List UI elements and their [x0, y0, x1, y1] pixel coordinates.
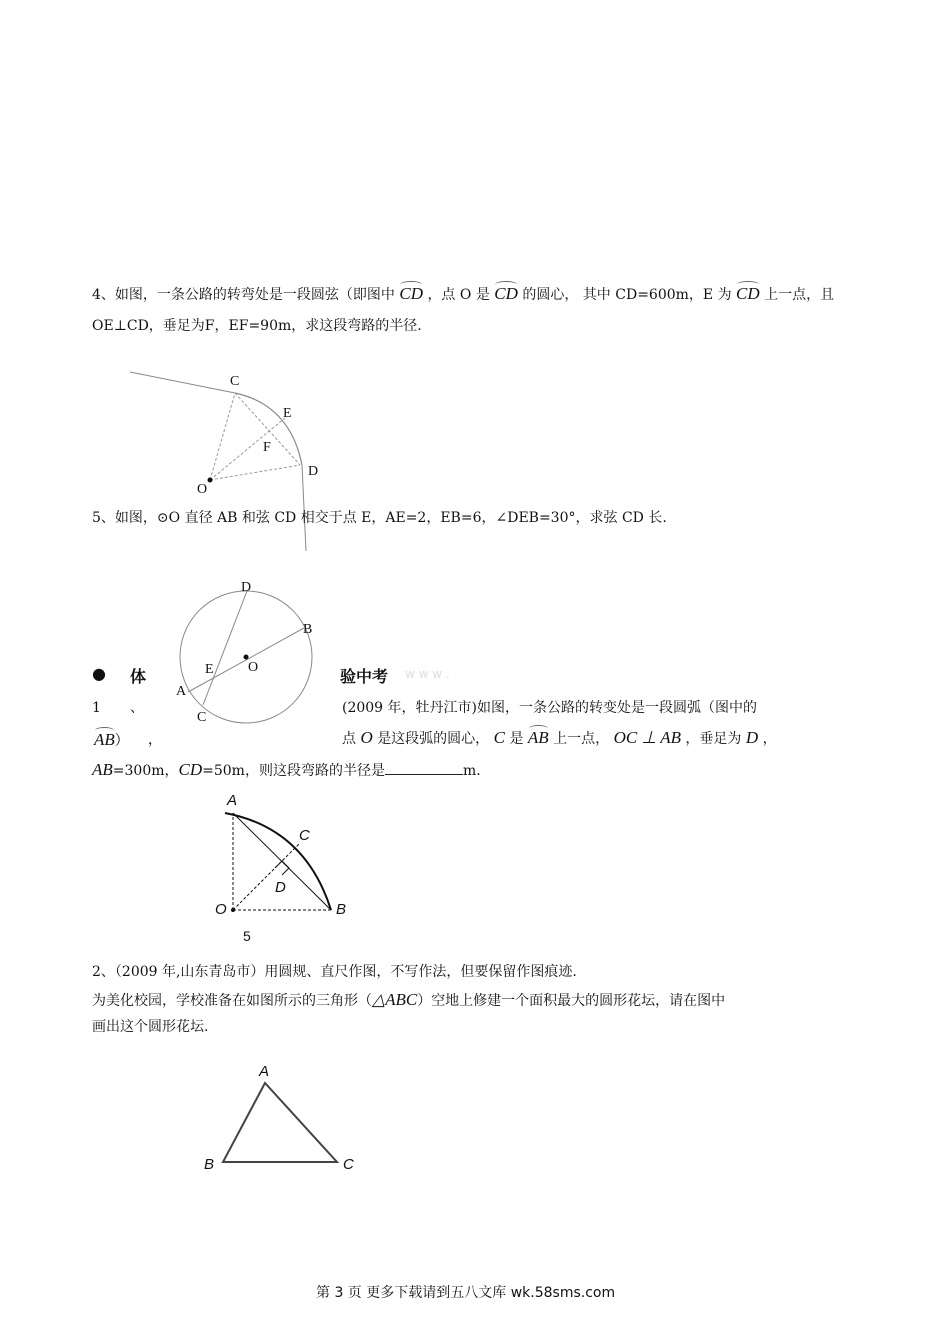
- diameter-ab: [188, 628, 304, 692]
- label-d: D: [241, 580, 252, 595]
- p2-line3: 画出这个圆形花坛.: [92, 1019, 209, 1035]
- label-c: C: [197, 710, 207, 725]
- label-a: A: [227, 792, 238, 809]
- label-b: B: [303, 622, 313, 637]
- caption: 5: [243, 928, 251, 944]
- label-d: D: [308, 464, 319, 479]
- right-angle-mark: [275, 861, 289, 875]
- label-a: A: [259, 1063, 270, 1080]
- section-right: 验中考: [340, 667, 389, 686]
- section-bullet: ●: [92, 664, 106, 683]
- label-f: F: [263, 440, 271, 455]
- label-d: D: [275, 879, 286, 896]
- label-c: C: [230, 374, 240, 389]
- center-dot: [231, 908, 235, 912]
- p2-line2: 为美化校园，学校准备在如图所示的三角形（△ABC）空地上修建一个面积最大的圆形花坛，请在图中: [92, 990, 726, 1009]
- q4-figure: [120, 365, 330, 560]
- section-left: 体: [130, 667, 147, 686]
- label-o: O: [248, 660, 259, 675]
- q5-text: 5、如图，⊙O 直径 AB 和弦 CD 相交于点 E，AE=2，EB=6，∠DEB=30°，求弦 CD 长.: [92, 510, 667, 526]
- p1-num: 1: [92, 700, 101, 716]
- label-o: O: [197, 482, 208, 497]
- p1-line3: AB=300m，CD=50m，则这段弯路的半径是 m.: [92, 760, 481, 779]
- label-b: B: [336, 901, 347, 918]
- watermark: w w w .: [405, 667, 450, 681]
- triangle-abc: [223, 1083, 337, 1162]
- p1-line2: 点 O 是这段弧的圆心， C 是 AB 上一点， OC ⊥ AB ，垂足为 D ，: [342, 728, 777, 747]
- label-e: E: [205, 662, 214, 677]
- label-o: O: [215, 901, 227, 918]
- p1-figure: [205, 788, 365, 948]
- arc-cd-2: CD: [494, 284, 518, 303]
- od-dash: [210, 465, 300, 480]
- p1-sep: 、: [130, 700, 144, 716]
- p1-comma: ，: [148, 732, 162, 748]
- p2-figure: [195, 1058, 370, 1178]
- q4-line1: 4、如图，一条公路的转弯处是一段圆弦（即图中 CD ，点 O 是 CD 的圆心， 其中 CD=600m，E 为 CD 上一点，且: [92, 284, 835, 303]
- oe-dash: [210, 418, 285, 480]
- p1-arc-ab: AB）: [94, 730, 129, 749]
- label-c: C: [343, 1156, 354, 1173]
- label-e: E: [283, 406, 292, 421]
- road-left: [130, 372, 235, 393]
- label-b: B: [204, 1156, 215, 1173]
- arc-cd-3: CD: [736, 284, 760, 303]
- label-c: C: [299, 827, 310, 844]
- q4-line2: OE⊥CD，垂足为F，EF=90m，求这段弯路的半径.: [92, 318, 422, 334]
- oc-dash: [233, 843, 300, 910]
- p2-line1: 2、（2009 年,山东青岛市）用圆规、直尺作图，不写作法，但要保留作图痕迹.: [92, 964, 577, 980]
- page-footer: 第 3 页 更多下载请到五八文库 wk.58sms.com: [316, 1285, 616, 1301]
- p1-line1: (2009 年，牡丹江市)如图，一条公路的转变处是一段圆弧（图中的: [342, 700, 758, 716]
- chord-cd: [203, 591, 247, 705]
- center-dot: [244, 655, 249, 660]
- q5-figure: [168, 575, 328, 730]
- arc-cd-1: CD: [399, 284, 423, 303]
- answer-blank: [385, 760, 463, 775]
- center-dot: [208, 478, 213, 483]
- oc-dash: [210, 393, 235, 480]
- label-a: A: [176, 684, 187, 699]
